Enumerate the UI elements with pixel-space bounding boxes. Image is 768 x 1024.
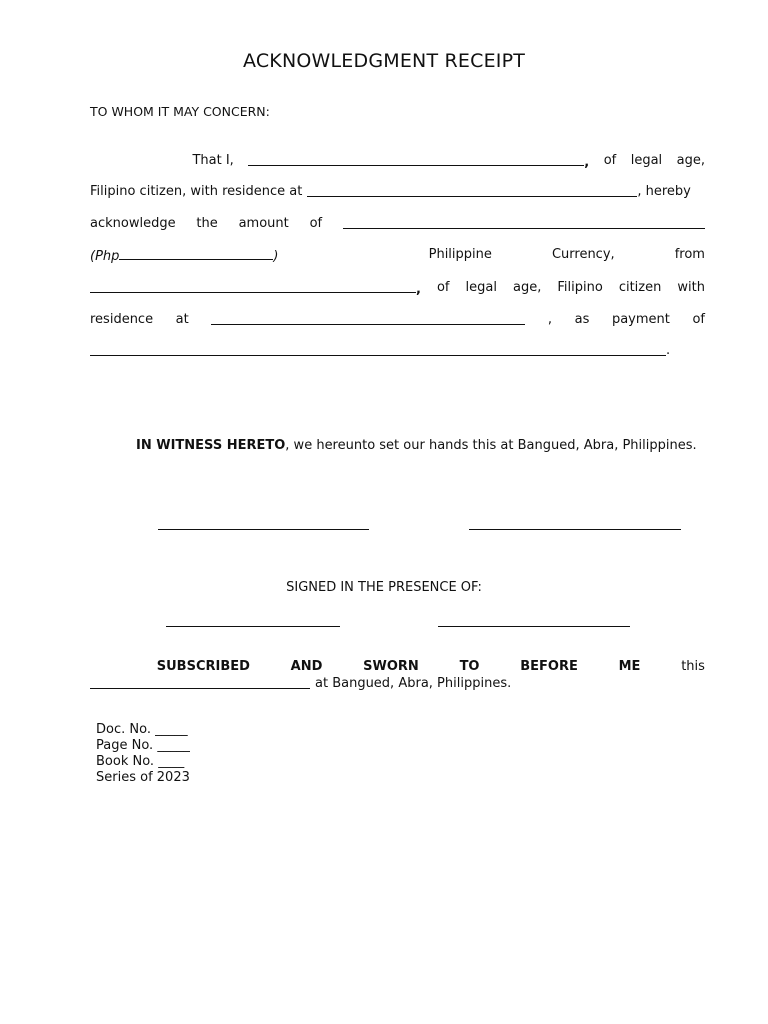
- signature-line-left: [158, 529, 369, 530]
- payer-name-blank: [90, 279, 416, 293]
- salutation: TO WHOM IT MAY CONCERN:: [90, 104, 270, 119]
- body-line-7: .: [90, 342, 705, 360]
- name-blank: [248, 152, 584, 166]
- page-no: Page No. _____: [96, 738, 190, 753]
- witness-line-left: [166, 626, 340, 627]
- witness-text: , we hereunto set our hands this at Bangued, Abra, Philippines.: [285, 438, 697, 453]
- amount-words-blank: [343, 215, 705, 229]
- php-amount-blank: [119, 246, 273, 260]
- witness-paragraph: [90, 437, 705, 454]
- body-line-6: residence at , as payment of: [90, 312, 705, 327]
- presence-label: SIGNED IN THE PRESENCE OF:: [286, 580, 482, 595]
- subscribed-line-1: SUBSCRIBED AND SWORN TO BEFORE ME this: [156, 659, 705, 674]
- body-line-4: (Php ) Philippine Currency, from: [90, 247, 705, 264]
- residence-blank: [307, 183, 637, 197]
- notary-block: [96, 722, 190, 786]
- signature-line-right: [469, 529, 681, 530]
- document-title: ACKNOWLEDGMENT RECEIPT: [242, 50, 526, 72]
- doc-no: Doc. No. _____: [96, 722, 188, 737]
- series: Series of 2023: [96, 770, 190, 785]
- payer-residence-blank: [211, 311, 525, 325]
- book-no: Book No. ____: [96, 754, 185, 769]
- body-line-3: acknowledge the amount of: [90, 215, 705, 233]
- subscribed-line-2: at Bangued, Abra, Philippines.: [90, 675, 705, 693]
- body-line-2: Filipino citizen, with residence at , hereby: [90, 184, 691, 199]
- witness-lead: IN WITNESS HERETO: [136, 438, 286, 453]
- payment-purpose-blank: [90, 342, 666, 356]
- witness-line-right: [438, 626, 630, 627]
- body-line-5: , of legal age, Filipino citizen with: [90, 279, 705, 297]
- body-line-1: That I, , of legal age,: [192, 153, 705, 170]
- date-blank: [90, 675, 310, 689]
- that-i-text: That I,: [192, 153, 234, 168]
